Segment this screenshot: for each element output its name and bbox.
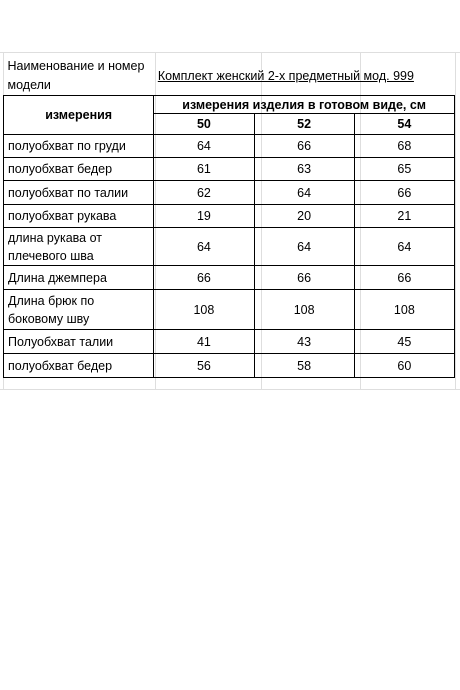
cell-value: 63 <box>254 158 354 181</box>
header-row <box>4 96 455 114</box>
size-spec-table <box>3 55 455 378</box>
model-name-label: Наименование и номер модели <box>7 59 145 92</box>
cell-value: 61 <box>154 158 254 181</box>
cell-value: 64 <box>254 181 354 205</box>
table-row <box>4 354 455 378</box>
cell-value: 64 <box>354 228 454 266</box>
cell-value: 64 <box>154 228 254 266</box>
cell-value: 19 <box>154 205 254 228</box>
row-label: полуобхват по талии <box>4 181 154 205</box>
cell-value: 66 <box>354 181 454 205</box>
cell-value: 62 <box>154 181 254 205</box>
size-header-54: 54 <box>354 114 454 135</box>
title-row <box>4 55 455 96</box>
cell-value: 66 <box>154 266 254 290</box>
measurements-header: измерения <box>4 96 154 135</box>
cell-value: 45 <box>354 330 454 354</box>
cell-value: 41 <box>154 330 254 354</box>
table-row <box>4 135 455 158</box>
table-row <box>4 228 455 266</box>
cell-value: 43 <box>254 330 354 354</box>
model-title: Комплект женский 2-х предметный мод. 999 <box>157 69 414 83</box>
cell-value: 68 <box>354 135 454 158</box>
cell-value: 20 <box>254 205 354 228</box>
row-label: Длина брюк по боковому шву <box>4 290 154 330</box>
row-label: полуобхват рукава <box>4 205 154 228</box>
cell-value: 58 <box>254 354 354 378</box>
row-label: полуобхват по груди <box>4 135 154 158</box>
row-label: Полуобхват талии <box>4 330 154 354</box>
cell-value: 65 <box>354 158 454 181</box>
group-header: измерения изделия в готовом виде, см <box>154 96 455 114</box>
size-header-50: 50 <box>154 114 254 135</box>
row-label: Длина джемпера <box>4 266 154 290</box>
row-label: полуобхват бедер <box>4 158 154 181</box>
table-row <box>4 205 455 228</box>
gridline <box>455 52 456 390</box>
table-row <box>4 330 455 354</box>
size-header-52: 52 <box>254 114 354 135</box>
cell-value: 56 <box>154 354 254 378</box>
cell-value: 64 <box>254 228 354 266</box>
cell-value: 60 <box>354 354 454 378</box>
row-label: полуобхват бедер <box>4 354 154 378</box>
table-row <box>4 158 455 181</box>
cell-value: 21 <box>354 205 454 228</box>
cell-value: 64 <box>154 135 254 158</box>
table-row <box>4 266 455 290</box>
cell-value: 66 <box>254 266 354 290</box>
cell-value: 108 <box>154 290 254 330</box>
gridline <box>0 52 460 53</box>
cell-value: 66 <box>354 266 454 290</box>
cell-value: 108 <box>254 290 354 330</box>
table-row <box>4 181 455 205</box>
row-label: длина рукава от плечевого шва <box>4 228 154 266</box>
table-row <box>4 290 455 330</box>
cell-value: 108 <box>354 290 454 330</box>
gridline <box>0 389 460 390</box>
cell-value: 66 <box>254 135 354 158</box>
